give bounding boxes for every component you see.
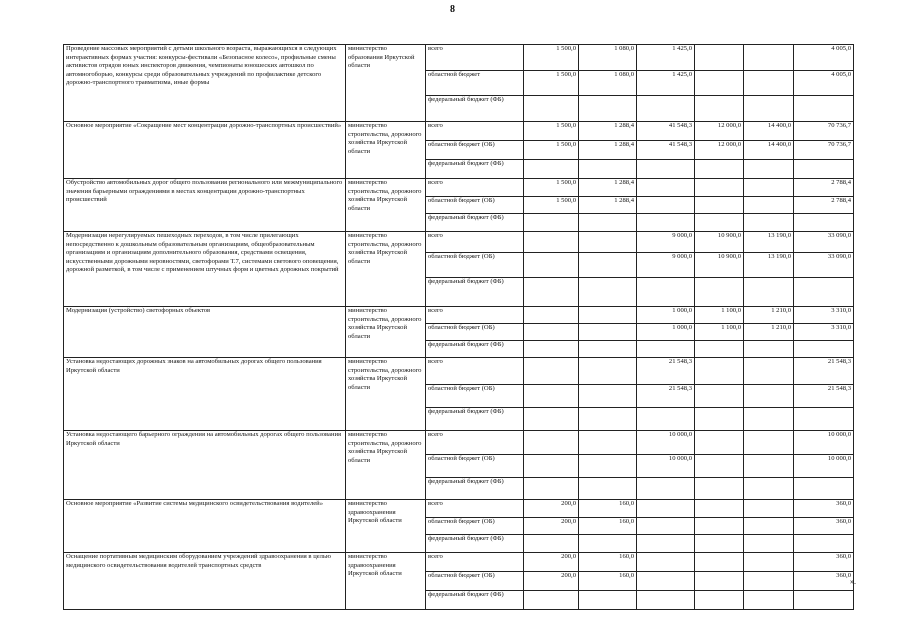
value-cell — [524, 232, 579, 253]
value-cell — [695, 517, 744, 535]
value-cell: 33 090,0 — [794, 232, 854, 253]
value-cell: 1 425,0 — [637, 70, 695, 96]
table-row — [64, 307, 854, 324]
value-cell: 1 425,0 — [637, 45, 695, 71]
value-cell — [744, 517, 794, 535]
value-cell — [744, 358, 794, 385]
value-cell — [524, 358, 579, 385]
executor: министерство здравоохранения Иркутской области — [346, 500, 426, 553]
value-cell: 3 310,0 — [794, 307, 854, 324]
value-cell: 1 210,0 — [744, 307, 794, 324]
value-cell: 160,0 — [579, 500, 637, 518]
value-cell — [637, 196, 695, 214]
value-cell — [695, 196, 744, 214]
source-label: федеральный бюджет (ФБ) — [426, 478, 524, 500]
value-cell: 160,0 — [579, 572, 637, 591]
source-label: областной бюджет (ОБ) — [426, 196, 524, 214]
value-cell: 1 500,0 — [524, 179, 579, 197]
value-cell: 1 288,4 — [579, 179, 637, 197]
value-cell — [524, 431, 579, 455]
value-cell — [695, 431, 744, 455]
value-cell — [637, 572, 695, 591]
value-cell: 1 080,0 — [579, 70, 637, 96]
source-label: всего — [426, 307, 524, 324]
value-cell — [744, 553, 794, 572]
value-cell: 12 000,0 — [695, 122, 744, 141]
source-label: всего — [426, 179, 524, 197]
value-cell — [744, 572, 794, 591]
value-cell — [695, 179, 744, 197]
value-cell — [579, 358, 637, 385]
source-label: федеральный бюджет (ФБ) — [426, 408, 524, 431]
activity-title: Основное мероприятие «Развитие системы медицинского освидетельствования водителей» — [64, 500, 346, 553]
activity-title: Обустройство автомобильных дорог общего пользования регионального или межмуниципального значения барьерными ограждениями в местах концентрации дорожно-транспортных происшествий — [64, 179, 346, 232]
source-label: федеральный бюджет (ФБ) — [426, 535, 524, 553]
value-cell: 1 080,0 — [579, 45, 637, 71]
executor: министерство строительства, дорожного хозяйства Иркутской области — [346, 358, 426, 431]
value-cell: 14 400,0 — [744, 141, 794, 160]
page-number: 8 — [450, 4, 455, 15]
value-cell: 1 500,0 — [524, 70, 579, 96]
value-cell: 4 005,0 — [794, 45, 854, 71]
budget-table-sheet — [63, 44, 853, 610]
activity-title: Модернизация (устройство) светофорных объектов — [64, 307, 346, 358]
value-cell: 1 500,0 — [524, 196, 579, 214]
executor: министерство строительства, дорожного хозяйства Иркутской области — [346, 431, 426, 500]
value-cell: 1 100,0 — [695, 307, 744, 324]
source-label: всего — [426, 232, 524, 253]
value-cell: 1 288,4 — [579, 122, 637, 141]
executor: министерство здравоохранения Иркутской области — [346, 553, 426, 610]
table-row — [64, 232, 854, 253]
value-cell: 1 210,0 — [744, 324, 794, 341]
value-cell — [744, 70, 794, 96]
value-cell: 2 788,4 — [794, 196, 854, 214]
source-label: всего — [426, 45, 524, 71]
source-label: областной бюджет (ОБ) — [426, 385, 524, 408]
value-cell — [744, 431, 794, 455]
value-cell: 1 000,0 — [637, 324, 695, 341]
source-label: федеральный бюджет (ФБ) — [426, 278, 524, 307]
value-cell — [524, 454, 579, 478]
value-cell: 200,0 — [524, 553, 579, 572]
table-row — [64, 122, 854, 141]
source-label: областной бюджет — [426, 70, 524, 96]
activity-title: Основное мероприятие «Сокращение мест концентрации дорожно-транспортных происшествий» — [64, 122, 346, 179]
value-cell: 2 788,4 — [794, 179, 854, 197]
value-cell: 21 548,3 — [794, 385, 854, 408]
value-cell: 9 000,0 — [637, 232, 695, 253]
value-cell — [579, 232, 637, 253]
activity-title: Оснащение портативным медицинским оборудованием учреждений здравоохранения в целью медицинского освидетельствования водителей транспортных средств — [64, 553, 346, 610]
value-cell — [695, 385, 744, 408]
value-cell: 1 500,0 — [524, 141, 579, 160]
table-row — [64, 45, 854, 71]
value-cell: 360,0 — [794, 500, 854, 518]
table-row — [64, 179, 854, 197]
executor: министерство строительства, дорожного хозяйства Иркутской области — [346, 232, 426, 307]
table-row — [64, 431, 854, 455]
source-label: областной бюджет (ОБ) — [426, 454, 524, 478]
value-cell: 4 005,0 — [794, 70, 854, 96]
value-cell — [695, 572, 744, 591]
value-cell: 200,0 — [524, 517, 579, 535]
value-cell: 41 548,3 — [637, 141, 695, 160]
value-cell — [579, 385, 637, 408]
source-label: федеральный бюджет (ФБ) — [426, 341, 524, 358]
value-cell: 12 000,0 — [695, 141, 744, 160]
value-cell — [695, 500, 744, 518]
value-cell: 14 400,0 — [744, 122, 794, 141]
value-cell: 3 310,0 — [794, 324, 854, 341]
value-cell: 360,0 — [794, 572, 854, 591]
value-cell — [695, 454, 744, 478]
source-label: всего — [426, 553, 524, 572]
source-label: федеральный бюджет (ФБ) — [426, 96, 524, 122]
value-cell: 21 548,3 — [794, 358, 854, 385]
value-cell: 1 288,4 — [579, 196, 637, 214]
value-cell: 10 000,0 — [637, 431, 695, 455]
value-cell: 13 190,0 — [744, 232, 794, 253]
value-cell — [524, 307, 579, 324]
activity-title: Установка недостающих дорожных знаков на автомобильных дорогах общего пользования Иркутской области — [64, 358, 346, 431]
value-cell: 200,0 — [524, 572, 579, 591]
value-cell: 10 000,0 — [794, 454, 854, 478]
value-cell: 360,0 — [794, 553, 854, 572]
value-cell: 21 548,3 — [637, 385, 695, 408]
closing-quote-mark: ». — [850, 577, 856, 586]
value-cell: 21 548,3 — [637, 358, 695, 385]
source-label: областной бюджет (ОБ) — [426, 324, 524, 341]
value-cell: 1 500,0 — [524, 122, 579, 141]
value-cell: 200,0 — [524, 500, 579, 518]
value-cell — [695, 70, 744, 96]
value-cell — [637, 553, 695, 572]
value-cell — [695, 358, 744, 385]
source-label: всего — [426, 431, 524, 455]
value-cell — [524, 253, 579, 278]
source-label: областной бюджет (ОБ) — [426, 517, 524, 535]
value-cell — [637, 179, 695, 197]
executor: министерство строительства, дорожного хозяйства Иркутской области — [346, 307, 426, 358]
source-label: всего — [426, 500, 524, 518]
value-cell — [695, 553, 744, 572]
value-cell: 13 190,0 — [744, 253, 794, 278]
value-cell: 10 900,0 — [695, 253, 744, 278]
value-cell: 41 548,3 — [637, 122, 695, 141]
activity-title: Проведение массовых мероприятий с детьми школьного возраста, выражающихся в следующих интерактивных формах участия: конкурсы-фестивали «Безопасное колесо», профильные смены активистов отрядов юных инспекторов движения, чемпионаты юношеских автошкол по автомногоборью, конкурсы среди образовательных учреждений по профилактике детского дорожно-транспортного травматизма, иные формы — [64, 45, 346, 122]
value-cell — [524, 324, 579, 341]
value-cell — [637, 500, 695, 518]
value-cell — [579, 454, 637, 478]
table-row — [64, 500, 854, 518]
table-row — [64, 358, 854, 385]
value-cell — [744, 179, 794, 197]
value-cell: 1 100,0 — [695, 324, 744, 341]
executor: министерство образования Иркутской области — [346, 45, 426, 122]
value-cell — [579, 253, 637, 278]
value-cell — [579, 324, 637, 341]
value-cell — [695, 45, 744, 71]
value-cell — [637, 517, 695, 535]
value-cell — [744, 500, 794, 518]
source-label: всего — [426, 358, 524, 385]
value-cell: 10 900,0 — [695, 232, 744, 253]
source-label: всего — [426, 122, 524, 141]
value-cell — [524, 385, 579, 408]
source-label: федеральный бюджет (ФБ) — [426, 160, 524, 179]
executor: министерство строительства, дорожного хозяйства Иркутской области — [346, 179, 426, 232]
executor: министерство строительства, дорожного хозяйства Иркутской области — [346, 122, 426, 179]
source-label: федеральный бюджет (ФБ) — [426, 214, 524, 232]
source-label: областной бюджет (ОБ) — [426, 253, 524, 278]
activity-title: Установка недостающего барьерного ограждения на автомобильных дорогах общего пользования Иркутской области — [64, 431, 346, 500]
value-cell: 360,0 — [794, 517, 854, 535]
value-cell — [744, 385, 794, 408]
value-cell: 70 736,7 — [794, 122, 854, 141]
value-cell: 160,0 — [579, 553, 637, 572]
value-cell: 10 000,0 — [637, 454, 695, 478]
value-cell: 160,0 — [579, 517, 637, 535]
table-row — [64, 553, 854, 572]
budget-table — [63, 44, 854, 610]
value-cell: 10 000,0 — [794, 431, 854, 455]
activity-title: Модернизация нерегулируемых пешеходных переходов, в том числе прилегающих непосредственно к дошкольным образовательным организациям, общеобразовательным организациям и организациям дополнительного образования, средствами освещения, искусственными дорожными неровностями, светофорами Т.7, системами светового оповещения, дорожной разметкой, в том числе с применением штучных форм и цветных дорожных покрытий — [64, 232, 346, 307]
value-cell: 1 288,4 — [579, 141, 637, 160]
value-cell — [744, 45, 794, 71]
source-label: федеральный бюджет (ФБ) — [426, 591, 524, 610]
value-cell: 1 500,0 — [524, 45, 579, 71]
value-cell — [579, 307, 637, 324]
source-label: областной бюджет (ОБ) — [426, 572, 524, 591]
value-cell — [744, 454, 794, 478]
value-cell: 33 090,0 — [794, 253, 854, 278]
value-cell: 1 000,0 — [637, 307, 695, 324]
value-cell: 70 736,7 — [794, 141, 854, 160]
value-cell — [579, 431, 637, 455]
value-cell: 9 000,0 — [637, 253, 695, 278]
source-label: областной бюджет (ОБ) — [426, 141, 524, 160]
value-cell — [744, 196, 794, 214]
